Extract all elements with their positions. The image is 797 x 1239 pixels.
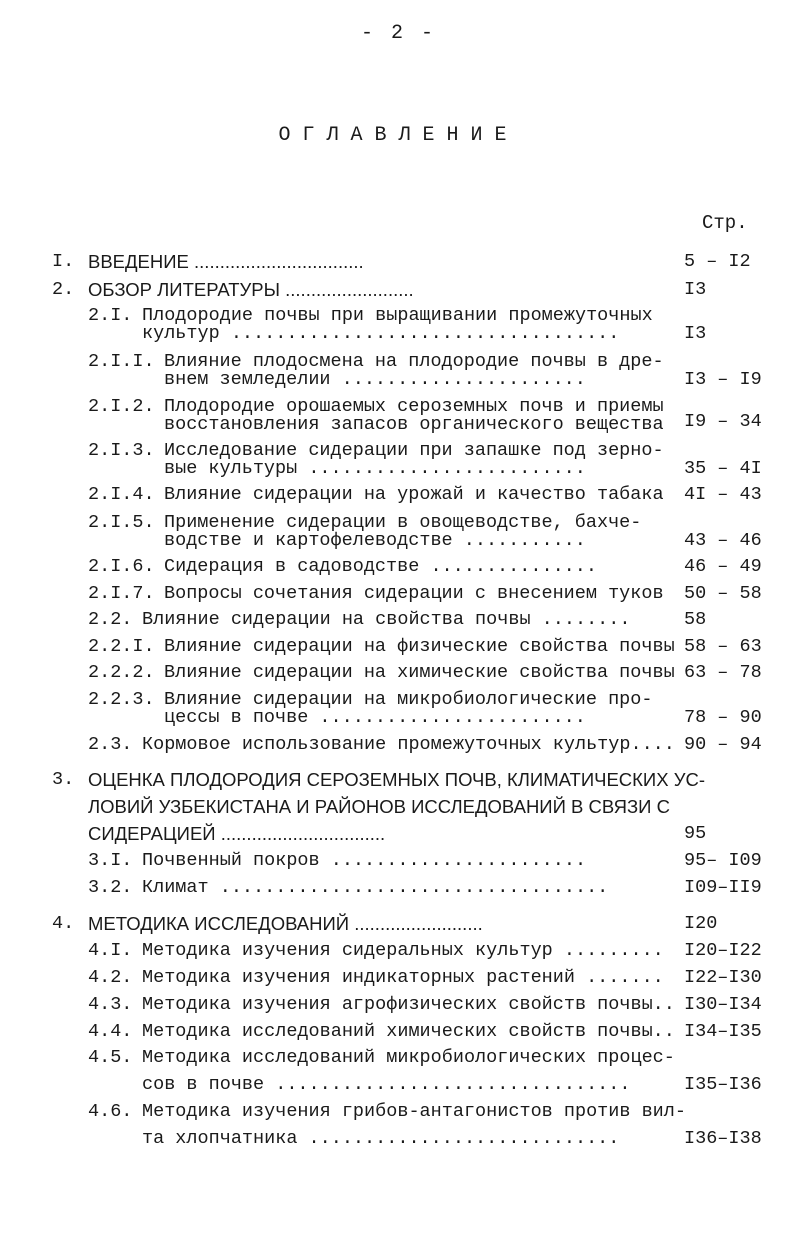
toc-entry-number: 3.2. [88, 877, 133, 898]
toc-entry-number: 2.2.3. [88, 689, 155, 710]
toc-entry-title: ВВЕДЕНИЕ ................................. [88, 251, 364, 272]
toc-entry-number: 4.I. [88, 940, 133, 961]
toc-entry-number: 2.I.3. [88, 440, 155, 461]
toc-entry-title: Влияние плодосмена на плодородие почвы в дре- [164, 351, 664, 372]
toc-entry-title: Методика изучения грибов-антагонистов против вил- [142, 1101, 686, 1122]
toc-entry-pages: 43 – 46 [684, 530, 762, 551]
toc-entry-pages: I22–I30 [684, 967, 762, 988]
toc-entry-title: Почвенный покров ....................... [142, 850, 587, 871]
toc-entry-number: 2.2. [88, 609, 133, 630]
toc-entry-pages: 63 – 78 [684, 662, 762, 683]
toc-entry-title: Плодородие орошаемых сероземных почв и приемы [164, 396, 664, 417]
toc-entry-number: 2.2.2. [88, 662, 155, 683]
toc-entry-pages: I3 [684, 279, 707, 300]
toc-entry-pages: 5 – I2 [684, 251, 751, 272]
toc-entry-number: 2.3. [88, 734, 133, 755]
toc-entry-pages: 95 [684, 823, 707, 844]
toc-entry-pages: I20–I22 [684, 940, 762, 961]
toc-entry-pages: 78 – 90 [684, 707, 762, 728]
toc-entry-number: 2. [52, 279, 75, 300]
toc-entry-pages: I36–I38 [684, 1128, 762, 1149]
toc-entry-title: Влияние сидерации на урожай и качество табака [164, 484, 664, 505]
toc-entry-title-cont: культур ................................... [142, 323, 620, 344]
toc-entry-title: ОБЗОР ЛИТЕРАТУРЫ ......................... [88, 279, 414, 300]
toc-entry-pages: 50 – 58 [684, 583, 762, 604]
toc-entry-number: 4.3. [88, 994, 133, 1015]
toc-entry-title: Влияние сидерации на микробиологические про- [164, 689, 653, 710]
toc-entry-pages: 46 – 49 [684, 556, 762, 577]
toc-entry-title: Применение сидерации в овощеводстве, бахче- [164, 512, 642, 533]
toc-entry-title: Вопросы сочетания сидерации с внесением туков [164, 583, 664, 604]
toc-entry-number: 3.I. [88, 850, 133, 871]
toc-entry-pages: 58 – 63 [684, 636, 762, 657]
toc-entry-title: Влияние сидерации на химические свойства почвы [164, 662, 675, 683]
toc-entry-title: Исследование сидерации при запашке под зерно- [164, 440, 664, 461]
toc-entry-title-cont: восстановления запасов органического вещества [164, 414, 664, 435]
toc-entry-title: Методика изучения индикаторных растений ....... [142, 967, 664, 988]
toc-entry-pages: 58 [684, 609, 707, 630]
toc-entry-pages: I3 [684, 323, 707, 344]
toc-entry-title: Влияние сидерации на физические свойства почвы [164, 636, 675, 657]
toc-entry-title-cont: цессы в почве ........................ [164, 707, 586, 728]
toc-entry-title: Влияние сидерации на свойства почвы ........ [142, 609, 631, 630]
toc-entry-number: 2.I. [88, 305, 133, 326]
toc-entry-pages: 95– I09 [684, 850, 762, 871]
toc-entry-pages: I09–II9 [684, 877, 762, 898]
toc-entry-title: Методика исследований микробиологических процес- [142, 1047, 675, 1068]
toc-entry-title: Методика изучения агрофизических свойств почвы.. [142, 994, 675, 1015]
toc-entry-number: 4.6. [88, 1101, 133, 1122]
toc-entry-number: 4.5. [88, 1047, 133, 1068]
toc-entry-number: 4.4. [88, 1021, 133, 1042]
toc-entry-title: ОЦЕНКА ПЛОДОРОДИЯ СЕРОЗЕМНЫХ ПОЧВ, КЛИМАТИЧЕСКИХ УС- [88, 769, 705, 790]
toc-entry-title-cont: та хлопчатника ............................ [142, 1128, 620, 1149]
toc-entry-pages: I20 [684, 913, 718, 934]
toc-entry-title-cont: внем земледелии ...................... [164, 369, 586, 390]
toc-entry-title-cont: водстве и картофелеводстве ........... [164, 530, 586, 551]
toc-entry-number: 2.I.6. [88, 556, 155, 577]
toc-entry-number: 2.I.5. [88, 512, 155, 533]
toc-entry-title: Методика исследований химических свойств почвы.. [142, 1021, 675, 1042]
toc-entry-title-cont: СИДЕРАЦИЕЙ ................................ [88, 823, 386, 844]
toc-entry-number: 4.2. [88, 967, 133, 988]
toc-entry-title: Сидерация в садоводстве ............... [164, 556, 597, 577]
page-column-header: Стр. [702, 212, 748, 234]
toc-entry-number: 2.I.I. [88, 351, 155, 372]
toc-entry-title: Кормовое использование промежуточных культур.... [142, 734, 675, 755]
toc-entry-number: 2.I.4. [88, 484, 155, 505]
toc-entry-number: 2.I.2. [88, 396, 155, 417]
toc-entry-pages: I30–I34 [684, 994, 762, 1015]
toc-entry-pages: I35–I36 [684, 1074, 762, 1095]
toc-entry-pages: 4I – 43 [684, 484, 762, 505]
toc-entry-number: I. [52, 251, 75, 272]
toc-entry-pages: 90 – 94 [684, 734, 762, 755]
toc-entry-pages: I3 – I9 [684, 369, 762, 390]
toc-entry-number: 3. [52, 769, 75, 790]
toc-entry-pages: 35 – 4I [684, 458, 762, 479]
toc-entry-number: 4. [52, 913, 75, 934]
page-title: ОГЛАВЛЕНИЕ [278, 124, 519, 147]
toc-entry-title: Климат ................................... [142, 877, 609, 898]
toc-entry-title: Плодородие почвы при выращивании промежуточных [142, 305, 653, 326]
toc-entry-pages: I9 – 34 [684, 411, 762, 432]
toc-entry-title: МЕТОДИКА ИССЛЕДОВАНИЙ ......................... [88, 913, 483, 934]
toc-entry-number: 2.I.7. [88, 583, 155, 604]
toc-entry-title-cont: ЛОВИЙ УЗБЕКИСТАНА И РАЙОНОВ ИССЛЕДОВАНИЙ В СВЯЗИ С [88, 796, 670, 817]
toc-entry-title-cont: вые культуры ......................... [164, 458, 586, 479]
page-number: - 2 - [360, 22, 436, 45]
toc-entry-number: 2.2.I. [88, 636, 155, 657]
toc-entry-pages: I34–I35 [684, 1021, 762, 1042]
toc-entry-title-cont: сов в почве ................................ [142, 1074, 631, 1095]
toc-entry-title: Методика изучения сидеральных культур ......... [142, 940, 664, 961]
